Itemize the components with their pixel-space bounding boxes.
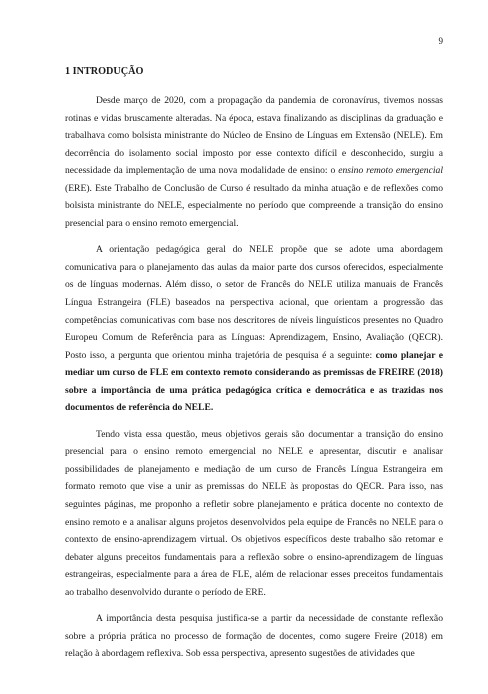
body-text [65, 92, 443, 672]
paragraph-2-text: A orientação pedagógica geral do NELE propõe que se adote uma abordagem comunicativa para o planejamento das aulas da maior parte dos cursos oferecidos, especialmente os de línguas modernas. Além disso, o setor de Francês do NELE utiliza manuais de Francês Língua Estrangeira (FLE) baseados na perspectiva acional, que orientam a progressão das competências comunicativas com base nos descritores de níveis linguísticos presentes no Quadro Europeu Comum de Referência para as Línguas: Aprendizagem, Ensino, Avaliação (QECR). Posto isso, a pergunta que orientou minha trajetória de pesquisa é a seguinte: [65, 244, 443, 361]
paragraph-1-text-b: (ERE). Este Trabalho de Conclusão de Curso é resultado da minha atuação e de reflexões como bolsista ministrante do NELE, especialmente no período que compreende a transição do ensino presencial para o ensino remoto emergencial. [65, 182, 443, 229]
paragraph-4: A importância desta pesquisa justifica-se a partir da necessidade de constante reflexão sobre a própria prática no processo de formação de docentes, como sugere Freire (2018) em relação à abordagem reflexiva. Sob essa perspectiva, apresento sugestões de atividades que [65, 613, 443, 660]
section-heading: 1 INTRODUÇÃO [65, 66, 144, 77]
research-question: como planejar e mediar um curso de FLE em contexto remoto considerando as premissas de FREIRE (2018) sobre a importância de uma prática pedagógica crítica e democrática e as trazidas nos documentos de referência do NELE. [65, 349, 443, 414]
paragraph-1-emphasis: ensino remoto emergencial [338, 165, 443, 177]
page-number: 9 [438, 36, 443, 46]
paragraph-1 [65, 92, 443, 232]
paragraph-1-text-a: Desde março de 2020, com a propagação da pandemia de coronavírus, tivemos nossas rotinas e vidas bruscamente alteradas. Na época, estava finalizando as disciplinas da graduação e trabalhava como bolsista ministrante do Núcleo de Ensino de Línguas em Extensão (NELE). Em decorrência do isolamento social imposto por esse contexto difícil e desconhecido, surgiu a necessidade da implementação de uma nova modalidade de ensino: o [65, 95, 443, 177]
paragraph-3: Tendo vista essa questão, meus objetivos gerais são documentar a transição do ensino presencial para o ensino remoto emergencial no NELE e apresentar, discutir e analisar possibilidades de planejamento e mediação de um curso de Francês Língua Estrangeira em formato remoto que vise a unir as premissas do NELE às propostas do QECR. Para isso, nas seguintes páginas, me proponho a refletir sobre planejamento e prática docente no contexto de ensino remoto e a analisar alguns projetos desenvolvidos pela equipe de Francês no NELE para o contexto de ensino-aprendizagem virtual. Os objetivos específicos deste trabalho são retomar e debater alguns preceitos fundamentais para a reflexão sobre o ensino-aprendizagem de línguas estrangeiras, especialmente para a área de FLE, além de relacionar esses preceitos fundamentais ao trabalho desenvolvido durante o período de ERE. [65, 428, 443, 598]
paragraph-2 [65, 241, 443, 416]
